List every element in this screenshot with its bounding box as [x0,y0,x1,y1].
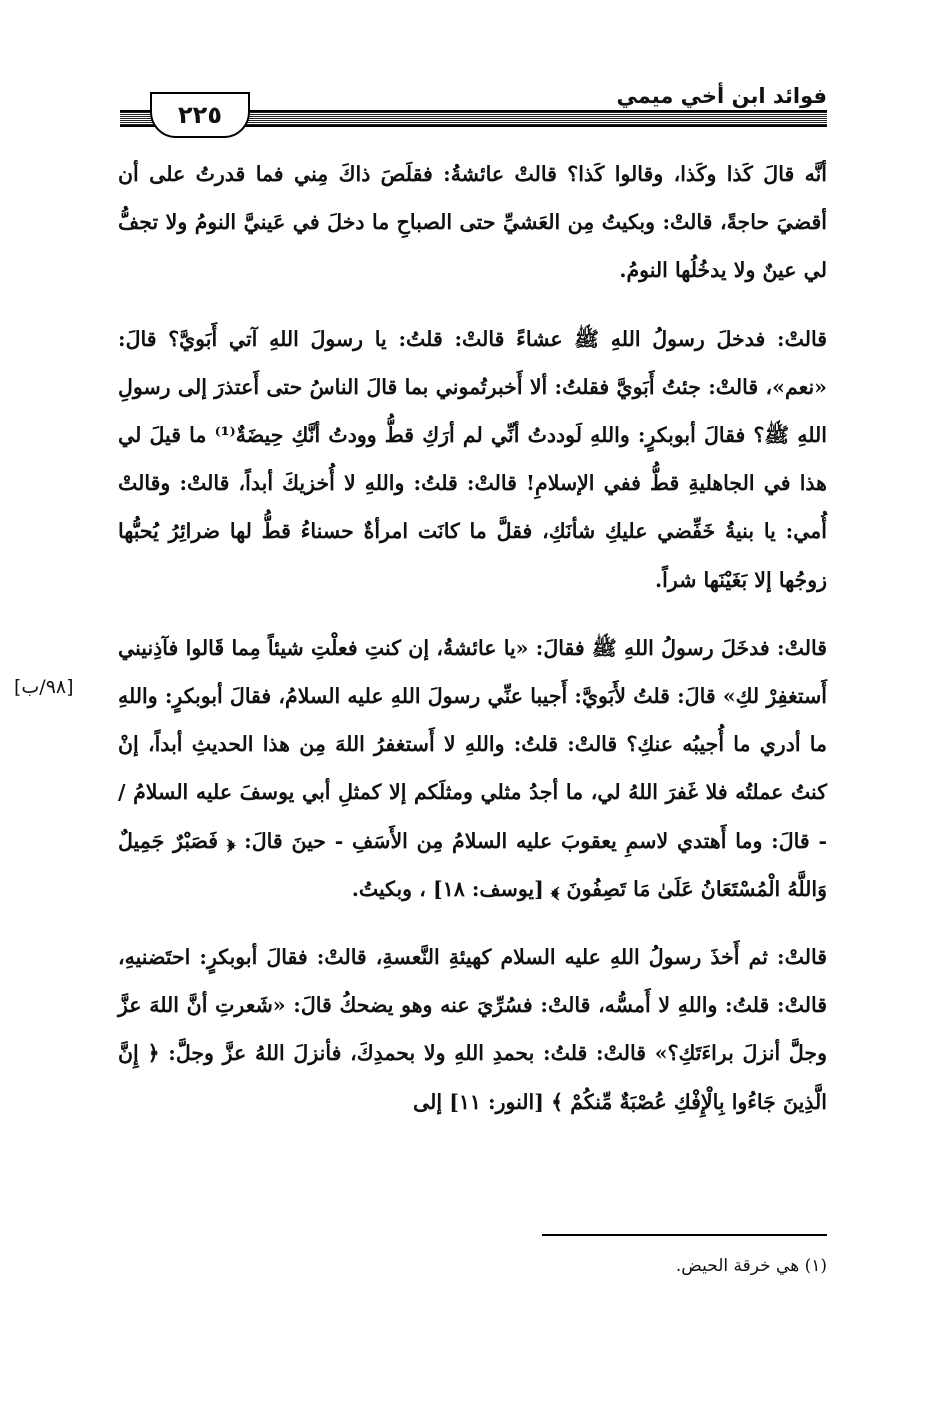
quran-quote-yusuf: ﴿ فَصَبْرٌ جَمِيلٌ وَاللَّهُ الْمُسْتَعَانُ عَلَىٰ مَا تَصِفُونَ ﴾ [118,828,827,901]
paragraph-1: أنَّه قالَ كَذا وكَذا، وقالوا كَذا؟ قالتْ عائشةُ: فقلَصَ ذاكَ مِني فما قدرتُ على أن أقضيَ حاجةً، قالتْ: وبكيتُ مِن العَشيِّ حتى الصباحِ ما دخلَ في عَينيَّ النومُ ولا تجفُّ لي عينٌ ولا يدخُلُها النومُ. [118,162,827,283]
paragraph-4-text: قالتْ: ثم أَخذَ رسولُ اللهِ عليه السلام كهيئةِ النَّعسةِ، قالتْ: فقالَ أبوبكرٍ: احتَضنيهِ، قالتْ: قلتُ: واللهِ لا أَمسُّه، قالتْ: فسُرِّيَ عنه وهو يضحكُ قالَ: «شَعرتِ أنَّ اللهَ عزَّ وجلَّ أنزلَ براءَتَكِ؟» قالتْ: قلتُ: بحمدِ اللهِ ولا بحمدِكَ، فأنزلَ اللهُ عزَّ وجلَّ: [118,945,827,1066]
quran-ref-nur: [النور: ١١] [449,1089,544,1114]
paragraph-2: قالتْ: فدخلَ رسولُ اللهِ ﷺ عشاءً قالتْ: قلتُ: يا رسولَ اللهِ آتي أَبَويَّ؟ قالَ: «نعم»، قالتْ: جئتُ أَبَويَّ فقلتُ: ألا أَخبرتُموني بما قالَ الناسُ حتى أَعتذرَ إلى رسولِ اللهِ ﷺ؟ فقالَ أبوبكرٍ: واللهِ لَوددتُ أنِّي لم أرَكِ قطُّ وودتُ أنَّكِ حِيضَةٌ⁽¹⁾ ما قيلَ لي هذا في الجاهليةِ قطُّ ففي الإسلامِ! قالتْ: قلتُ: واللهِ لا أُخزيكَ أبداً، قالتْ: وقالتْ أُمي: يا بنيةُ خَفِّضي عليكِ شأنَكِ، فقلَّ ما كانَت امرأةٌ حسناءُ قطُّ لها ضرائِرُ يُحبُّها زوجُها إلا بَغَيْنَها شراً. [118,326,827,592]
quran-quote-nur: ﴿ إِنَّ الَّذِينَ جَاءُوا بِالْإِفْكِ عُصْبَةٌ مِّنكُمْ ﴾ [118,1041,827,1114]
paragraph-3-end: ، وبكيتُ. [351,876,426,901]
paragraph-3 [118,624,827,913]
footnote: (١) هي خرقة الحيض. [675,1256,827,1276]
footnote-separator [542,1234,827,1236]
paragraph-4-end: إلى [413,1089,443,1114]
paragraph-4 [118,933,827,1126]
running-title: فوائد ابن أخي ميمي [616,84,827,108]
main-text [118,150,827,1146]
manuscript-folio-note: [٩٨/ب] [14,676,74,698]
page-number: ٢٢٥ [150,92,250,138]
quran-ref-yusuf: [يوسف: ١٨] [432,876,544,901]
paragraph-3-text: قالتْ: فدخَلَ رسولُ اللهِ ﷺ فقالَ: «يا عائشةُ، إن كنتِ فعلْتِ شيئاً مِما قَالوا فآذِنيني أَستغفِرْ لكِ» قالَ: قلتُ لأَبَويَّ: أَجيبا عنِّي رسولَ اللهِ عليه السلامُ، فقالَ أبوبكرٍ: واللهِ ما أدري ما أُجيبُه عنكِ؟ قالتْ: قلتُ: واللهِ لا أَستغفرُ اللهَ مِن هذا الحديثِ أبداً، إنْ كنتُ عملتُه فلا غَفرَ اللهُ لي، ما أجدُ مثلي ومثلَكم إلا كمثلِ أبي يوسفَ عليه السلامُ / - قالَ: وما أَهتدي لاسمِ يعقوبَ عليه السلامُ مِن الأَسَفِ - حينَ قالَ: [118,635,827,853]
